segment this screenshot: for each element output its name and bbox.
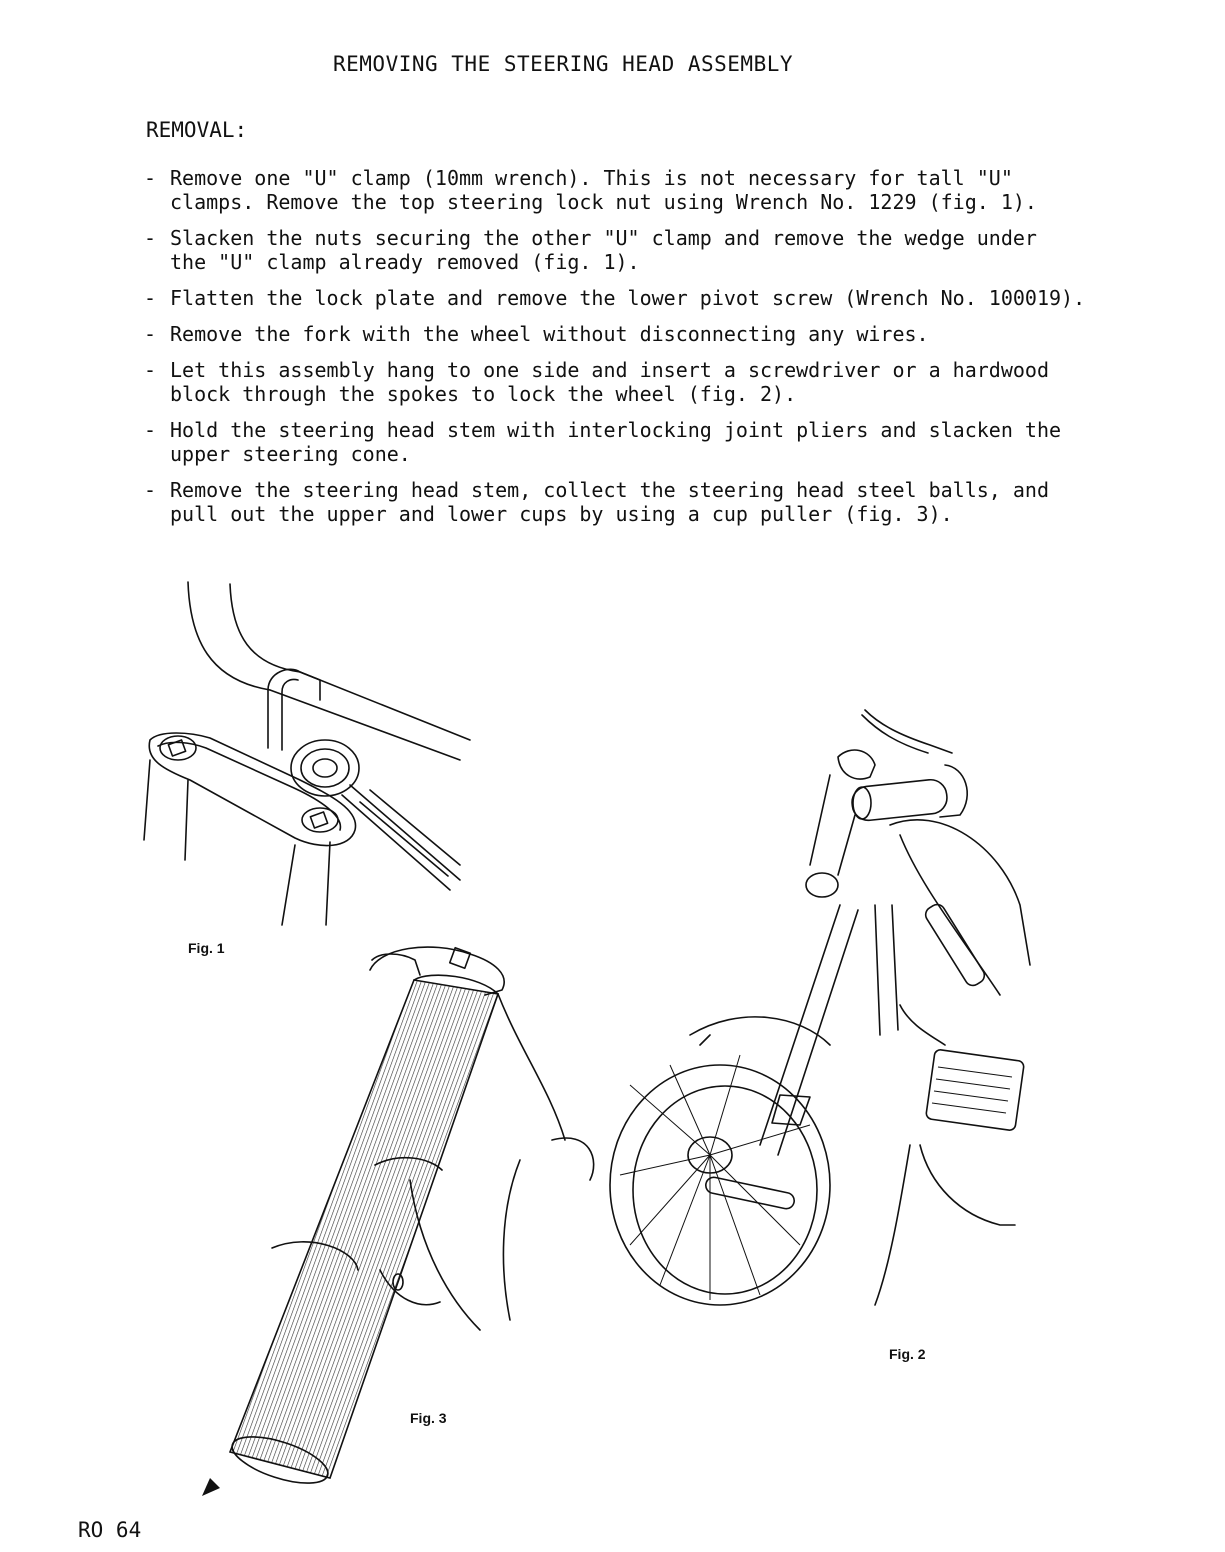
fig3-cup-puller-illustration: [180, 930, 620, 1500]
removal-step: [144, 322, 1104, 346]
section-heading: REMOVAL:: [146, 118, 248, 142]
removal-steps-list: [144, 166, 1104, 538]
removal-step: [144, 358, 1104, 406]
step-bullet: -: [144, 322, 157, 346]
fig2-caption: Fig. 2: [889, 1346, 926, 1362]
step-text: Hold the steering head stem with interlocking joint pliers and slacken the upper steering cone.: [170, 418, 1062, 466]
step-text: Flatten the lock plate and remove the lower pivot screw (Wrench No. 100019).: [170, 286, 1086, 310]
step-text: Slacken the nuts securing the other "U" clamp and remove the wedge under the "U" clamp already removed (fig. 1).: [170, 226, 1037, 274]
page-code: RO 64: [78, 1518, 142, 1542]
removal-step: [144, 166, 1104, 214]
step-bullet: -: [144, 358, 157, 382]
step-text: Remove the fork with the wheel without disconnecting any wires.: [170, 322, 929, 346]
fig2-motorcycle-front-illustration: [600, 705, 1030, 1315]
removal-step: [144, 226, 1104, 274]
fig3-caption: Fig. 3: [410, 1410, 447, 1426]
page-title: REMOVING THE STEERING HEAD ASSEMBLY: [333, 52, 794, 76]
fig1-caption: Fig. 1: [188, 940, 225, 956]
step-bullet: -: [144, 418, 157, 442]
step-bullet: -: [144, 226, 157, 250]
step-bullet: -: [144, 478, 157, 502]
fig1-clamp-wrench-illustration: [130, 580, 480, 930]
removal-step: [144, 478, 1104, 526]
step-bullet: -: [144, 286, 157, 310]
step-bullet: -: [144, 166, 157, 190]
step-text: Remove one "U" clamp (10mm wrench). This is not necessary for tall "U" clamps. Remove the top steering lock nut using Wrench No. 1229 (fig. 1).: [170, 166, 1037, 214]
removal-step: [144, 418, 1104, 466]
step-text: Remove the steering head stem, collect the steering head steel balls, and pull out the upper and lower cups by using a cup puller (fig. 3).: [170, 478, 1049, 526]
step-text: Let this assembly hang to one side and insert a screwdriver or a hardwood block through the spokes to lock the wheel (fig. 2).: [170, 358, 1049, 406]
removal-step: [144, 286, 1104, 310]
